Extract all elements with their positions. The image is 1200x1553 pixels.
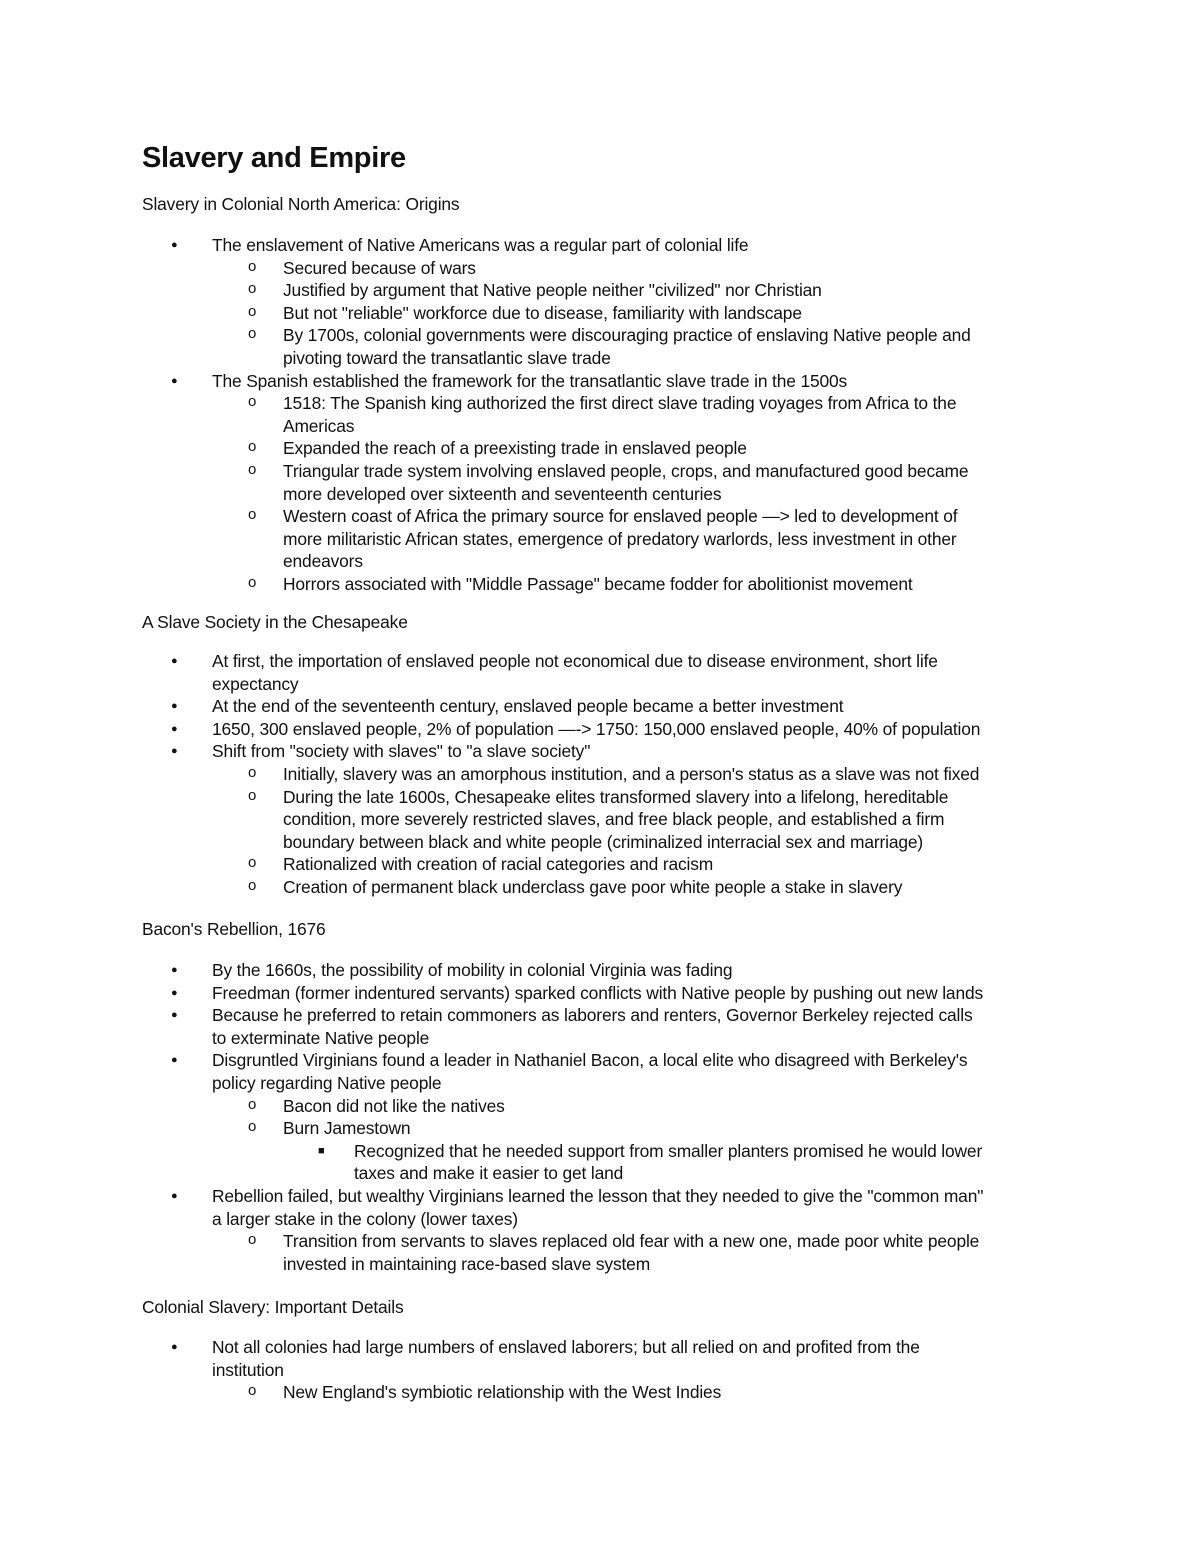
list-item-continuation: pivoting toward the transatlantic slave trade (283, 348, 611, 368)
section-heading: Slavery in Colonial North America: Origins (142, 194, 460, 214)
list-item-continuation: policy regarding Native people (212, 1073, 442, 1093)
bullet-marker-level-1: ● (171, 986, 178, 999)
bullet-marker-level-1: ● (171, 1190, 178, 1202)
list-item: Shift from "society with slaves" to "a slave society" (212, 741, 591, 762)
list-item: New England's symbiotic relationship with the West Indies (283, 1382, 722, 1403)
list-item: The Spanish established the framework for the transatlantic slave trade in the 1500s (212, 370, 848, 391)
list-item: Western coast of Africa the primary source for enslaved people —> led to development of (283, 506, 958, 527)
section-heading: A Slave Society in the Chesapeake (142, 612, 408, 632)
bullet-marker-level-1: ● (171, 655, 178, 667)
bullet-marker-level-1: ● (171, 1341, 178, 1353)
list-item-continuation: more militaristic African states, emergence of predatory warlords, less investment in other (283, 528, 957, 549)
list-item: Initially, slavery was an amorphous institution, and a person's status as a slave was not fixed (283, 764, 980, 784)
list-item-continuation: Americas (283, 415, 355, 436)
list-item-continuation: endeavors (283, 551, 363, 572)
bullet-marker-level-2: o (248, 574, 257, 591)
list-item: Recognized that he needed support from smaller planters promised he would lower (354, 1140, 983, 1161)
list-item: 1518: The Spanish king authorized the first direct slave trading voyages from Africa to the (283, 393, 957, 414)
list-item: Secured because of wars (283, 257, 476, 278)
list-item: Not all colonies had large numbers of enslaved laborers; but all relied on and profited from the (212, 1337, 920, 1357)
bullet-marker-level-2: o (248, 461, 257, 478)
list-item-continuation: invested in maintaining race-based slave system (283, 1253, 651, 1274)
bullet-marker-level-2: o (248, 786, 257, 804)
list-item: Justified by argument that Native people neither "civilized" nor Christian (283, 280, 822, 301)
list-item-continuation: more developed over sixteenth and seventeenth centuries (283, 483, 722, 504)
list-item-continuation: institution (212, 1359, 284, 1380)
bullet-marker-level-2: o (248, 506, 257, 524)
list-item: Freedman (former indentured servants) sparked conflicts with Native people by pushing out new lands (212, 982, 984, 1003)
bullet-marker-level-1: ● (171, 239, 178, 251)
bullet-marker-level-2: o (248, 393, 257, 411)
list-item: Rationalized with creation of racial categories and racism (283, 854, 714, 875)
list-item: Disgruntled Virginians found a leader in Nathaniel Bacon, a local elite who disagreed with Berkeley's (212, 1050, 968, 1071)
bullet-marker-level-2: o (248, 1382, 257, 1400)
section-heading: Colonial Slavery: Important Details (142, 1297, 404, 1317)
list-item: Burn Jamestown (283, 1118, 411, 1139)
list-item: At first, the importation of enslaved people not economical due to disease environment, short life (212, 651, 938, 671)
bullet-marker-level-2: o (248, 854, 257, 872)
list-item: Rebellion failed, but wealthy Virginians learned the lesson that they needed to give the "common man" (212, 1186, 984, 1206)
bullet-marker-level-2: o (248, 1231, 257, 1249)
bullet-marker-level-2: o (248, 438, 257, 456)
list-item: During the late 1600s, Chesapeake elites transformed slavery into a lifelong, hereditable (283, 786, 949, 807)
section-heading: Bacon's Rebellion, 1676 (142, 919, 326, 939)
bullet-marker-level-1: ● (171, 964, 178, 976)
list-item-continuation: to exterminate Native people (212, 1027, 430, 1048)
bullet-marker-level-2: o (248, 764, 257, 781)
list-item-continuation: expectancy (212, 673, 299, 694)
list-item: Because he preferred to retain commoners as laborers and renters, Governor Berkeley rejected calls (212, 1005, 973, 1026)
bullet-marker-level-1: ● (171, 1009, 178, 1022)
list-item: The enslavement of Native Americans was a regular part of colonial life (212, 235, 749, 255)
bullet-marker-level-1: ● (171, 722, 178, 735)
document-title: Slavery and Empire (142, 142, 406, 174)
list-item-continuation: boundary between black and white people (criminalized interracial sex and marriage) (283, 831, 924, 852)
bullet-marker-level-2: o (248, 280, 257, 298)
list-item: By 1700s, colonial governments were discouraging practice of enslaving Native people and (283, 325, 971, 346)
list-item: Bacon did not like the natives (283, 1095, 505, 1116)
bullet-marker-level-2: o (248, 877, 257, 894)
list-item: Horrors associated with "Middle Passage" became fodder for abolitionist movement (283, 574, 913, 594)
list-item: 1650, 300 enslaved people, 2% of population —-> 1750: 150,000 enslaved people, 40% of population (212, 718, 981, 739)
list-item-continuation: taxes and make it easier to get land (354, 1163, 624, 1184)
bullet-marker-level-1: ● (171, 374, 178, 387)
list-item: But not "reliable" workforce due to disease, familiarity with landscape (283, 302, 802, 323)
bullet-marker-level-3: ■ (318, 1144, 325, 1157)
list-item-continuation: condition, more severely restricted slaves, and free black people, and established a firm (283, 809, 945, 830)
bullet-marker-level-1: ● (171, 745, 178, 758)
bullet-marker-level-2: o (248, 302, 257, 320)
bullet-marker-level-1: ● (171, 700, 178, 713)
list-item: Transition from servants to slaves replaced old fear with a new one, made poor white people (283, 1231, 980, 1252)
list-item: Creation of permanent black underclass gave poor white people a stake in slavery (283, 877, 903, 897)
bullet-marker-level-2: o (248, 325, 257, 343)
bullet-marker-level-1: ● (171, 1054, 178, 1067)
list-item: By the 1660s, the possibility of mobility in colonial Virginia was fading (212, 960, 733, 980)
list-item: Triangular trade system involving enslaved people, crops, and manufactured good became (283, 461, 969, 481)
list-item: Expanded the reach of a preexisting trade in enslaved people (283, 438, 747, 459)
bullet-marker-level-2: o (248, 257, 257, 275)
bullet-marker-level-2: o (248, 1118, 257, 1136)
list-item: At the end of the seventeenth century, enslaved people became a better investment (212, 696, 844, 717)
bullet-marker-level-2: o (248, 1095, 257, 1113)
list-item-continuation: a larger stake in the colony (lower taxes) (212, 1208, 518, 1229)
